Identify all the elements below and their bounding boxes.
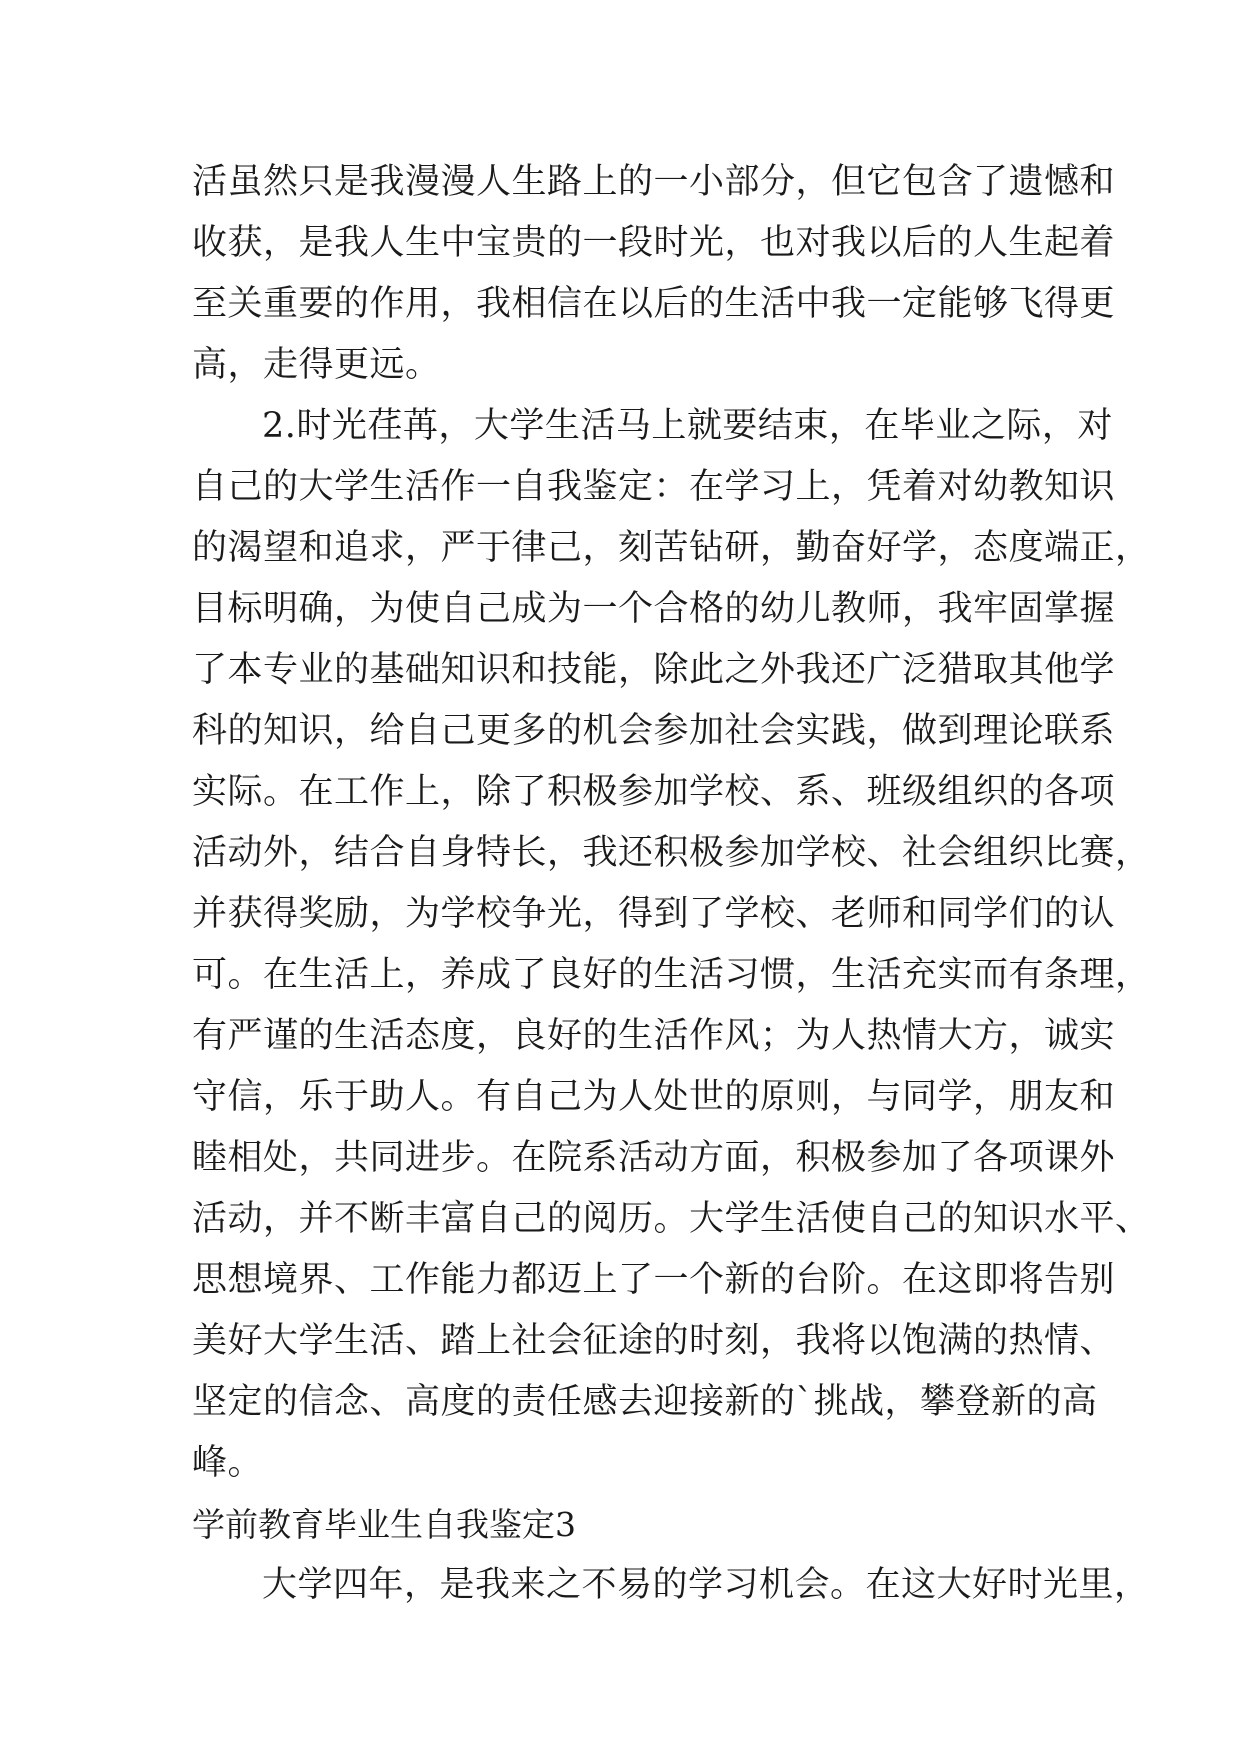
text-line: 科的知识，给自己更多的机会参加社会实践，做到理论联系 [192,711,1116,751]
text-line: 坚定的信念、高度的责任感去迎接新的`挑战，攀登新的高 [192,1382,1098,1422]
text-line: 可。在生活上，养成了良好的生活习惯，生活充实而有条理， [192,955,1151,995]
text-line: 的渴望和追求，严于律己，刻苦钻研，勤奋好学，态度端正， [192,528,1151,568]
paragraph-2 [192,396,1151,1494]
text-line: 峰。 [192,1443,264,1483]
text-line: 了本专业的基础知识和技能，除此之外我还广泛猎取其他学 [192,650,1116,690]
paragraph-3 [192,1555,1150,1616]
paragraph-continuation [192,152,1116,396]
text-line: 收获，是我人生中宝贵的一段时光，也对我以后的人生起着 [192,223,1116,263]
text-line: 并获得奖励，为学校争光，得到了学校、老师和同学们的认 [192,894,1116,934]
text-line: 目标明确，为使自己成为一个合格的幼儿教师，我牢固掌握 [192,589,1116,629]
text-line: 活虽然只是我漫漫人生路上的一小部分，但它包含了遗憾和 [192,162,1116,202]
text-line: 睦相处，共同进步。在院系活动方面，积极参加了各项课外 [192,1138,1116,1178]
text-line: 高，走得更远。 [192,345,441,385]
text-line: 守信，乐于助人。有自己为人处世的原则，与同学，朋友和 [192,1077,1116,1117]
text-line: 美好大学生活、踏上社会征途的时刻，我将以饱满的热情、 [192,1321,1116,1361]
text-line: 活动外，结合自身特长，我还积极参加学校、社会组织比赛， [192,833,1151,873]
text-line: 至关重要的作用，我相信在以后的生活中我一定能够飞得更 [192,284,1116,324]
section-heading: 学前教育毕业生自我鉴定3 [192,1505,576,1544]
text-line: 思想境界、工作能力都迈上了一个新的台阶。在这即将告别 [192,1260,1116,1300]
text-line: 大学四年，是我来之不易的学习机会。在这大好时光里， [262,1565,1150,1605]
text-line: 自己的大学生活作一自我鉴定：在学习上，凭着对幼教知识 [192,467,1116,507]
text-line: 实际。在工作上，除了积极参加学校、系、班级组织的各项 [192,772,1116,812]
document-body [192,152,1151,1616]
text-line: 活动，并不断丰富自己的阅历。大学生活使自己的知识水平、 [192,1199,1151,1239]
text-line: 2.时光荏苒，大学生活马上就要结束，在毕业之际，对 [262,406,1113,446]
text-line: 有严谨的生活态度，良好的生活作风；为人热情大方，诚实 [192,1016,1116,1056]
